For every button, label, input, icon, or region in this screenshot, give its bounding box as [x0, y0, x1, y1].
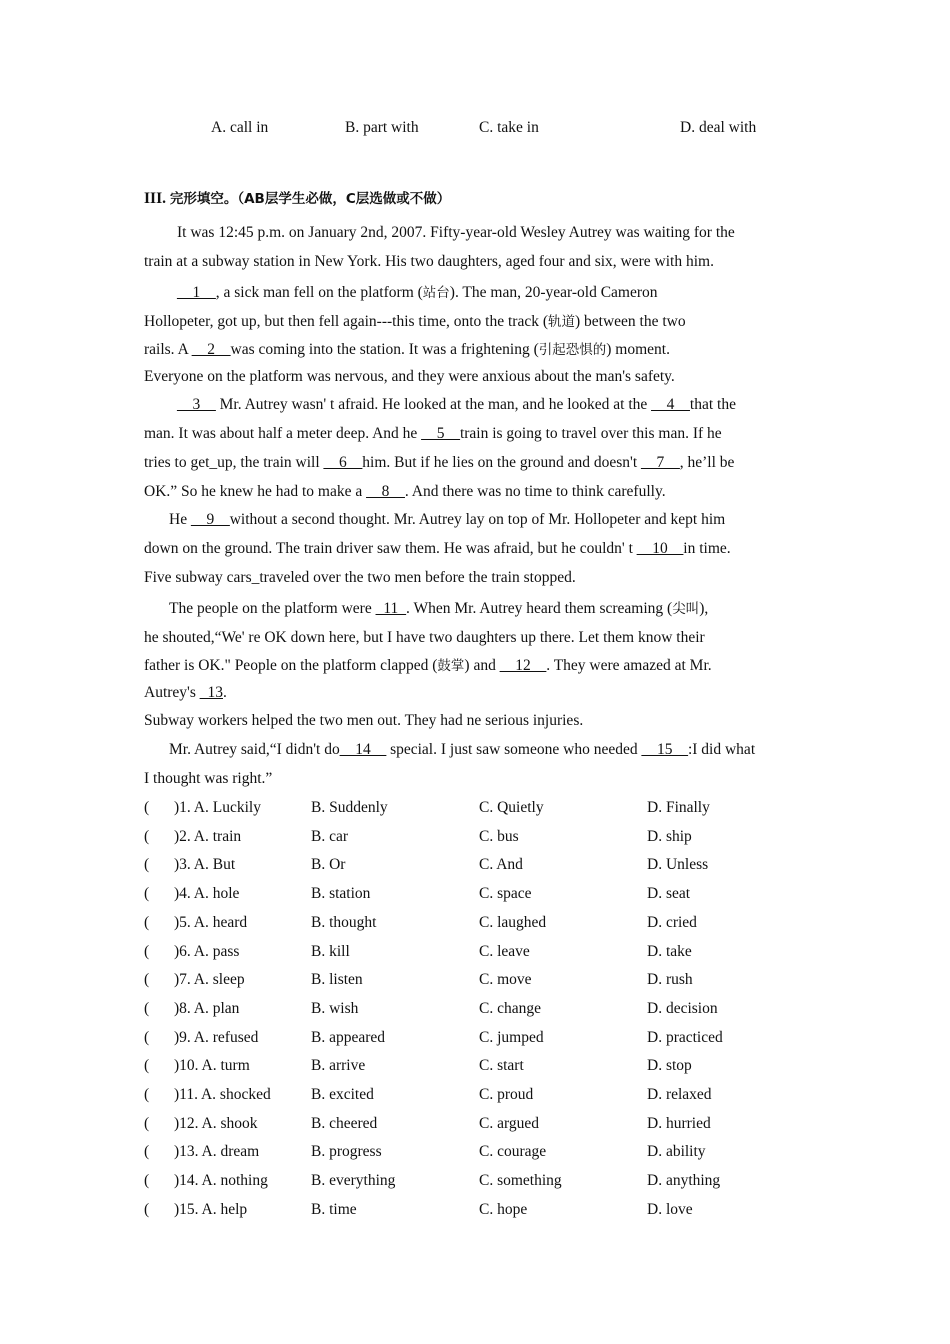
option-b: B. cheered	[311, 1114, 378, 1132]
blank-1: __1__	[177, 284, 216, 301]
passage-line	[169, 511, 725, 529]
question-row	[144, 971, 844, 991]
passage-line: he shouted,“We' re OK down here, but I have two daughters up there. Let them know their	[144, 629, 705, 646]
passage-line	[169, 600, 708, 618]
text-run: .	[223, 684, 227, 701]
blank-5: __5__	[421, 425, 460, 442]
text-run: ) moment.	[606, 341, 670, 358]
text-run: Hollopeter, got up, but then fell again---this time, onto the track (	[144, 313, 548, 330]
option-c: C. proud	[479, 1086, 534, 1103]
blank-6: __6__	[323, 454, 363, 471]
option-d: D. rush	[647, 971, 693, 989]
answer-paren: (	[144, 827, 150, 845]
cjk-gloss: 鼓掌	[437, 658, 465, 674]
passage-line	[144, 483, 666, 501]
text-run: tries to get_up, the train will	[144, 454, 324, 471]
text-run: Mr. Autrey said,“I didn't do	[169, 741, 340, 758]
option-c: C. laughed	[479, 913, 547, 931]
blank-11: _11_	[375, 600, 407, 617]
answer-paren: (	[144, 856, 150, 874]
question-row	[144, 943, 844, 963]
blank-10: __10__	[636, 540, 684, 557]
text-run: He	[169, 511, 191, 528]
passage-line	[144, 425, 722, 443]
passage-line: Subway workers helped the two men out. They had ne serious injuries.	[144, 712, 584, 729]
option-d: D. relaxed	[647, 1086, 712, 1103]
text-run: in time.	[683, 540, 731, 557]
answer-paren: (	[144, 1200, 150, 1218]
question-row	[144, 856, 844, 876]
option-c: C. jumped	[479, 1028, 544, 1046]
option-a: )14. A. nothing	[174, 1172, 268, 1190]
option-a: )8. A. plan	[174, 999, 240, 1017]
option-c: C. courage	[479, 1143, 547, 1161]
answer-paren: (	[144, 971, 150, 989]
option-d: D. ability	[647, 1143, 706, 1161]
passage-line: It was 12:45 p.m. on January 2nd, 2007. Fifty-year-old Wesley Autrey was waiting for the	[177, 224, 735, 241]
blank-3: __3__	[177, 396, 216, 413]
option-a: )6. A. pass	[174, 942, 240, 960]
blank-14: __14__	[339, 741, 387, 758]
option-b: B. excited	[311, 1086, 374, 1103]
text-run: ) between the two	[575, 313, 686, 330]
passage-line	[177, 396, 736, 414]
text-run: . They were amazed at Mr.	[546, 657, 712, 674]
answer-paren: (	[144, 885, 150, 903]
option-b: B. station	[311, 885, 371, 903]
passage-line	[144, 313, 686, 331]
text-run: ),	[699, 600, 709, 617]
question-row	[144, 1086, 844, 1106]
cjk-gloss: 尖叫	[672, 601, 700, 617]
text-run: . When Mr. Autrey heard them screaming (	[406, 600, 673, 617]
option-b: B. progress	[311, 1143, 382, 1161]
option-a: )9. A. refused	[174, 1028, 259, 1046]
option-d: D. take	[647, 942, 692, 960]
passage-line	[144, 684, 227, 702]
option-b: B. thought	[311, 913, 377, 931]
answer-paren: (	[144, 1172, 150, 1190]
text-run: special. I just saw someone who needed	[386, 741, 642, 758]
blank-9: __9__	[190, 511, 230, 528]
option-c: C. Quietly	[479, 799, 544, 816]
option-a: )2. A. train	[174, 827, 242, 845]
option-d: D. Unless	[647, 856, 709, 874]
blank-8: __8__	[366, 483, 405, 500]
passage-line: Everyone on the platform was nervous, and they were anxious about the man's safety.	[144, 368, 675, 385]
option-d: D. decision	[647, 999, 718, 1017]
blank-12: __12__	[499, 657, 547, 674]
question-row	[144, 1201, 844, 1221]
text-run: train is going to travel over this man. If he	[459, 425, 722, 442]
option-a: A. call in	[211, 119, 269, 136]
answer-paren: (	[144, 999, 150, 1017]
option-a: )12. A. shook	[174, 1114, 258, 1132]
text-run: down on the ground. The train driver saw them. He was afraid, but he couldn' t	[144, 540, 637, 557]
text-run: without a second thought. Mr. Autrey lay on top of Mr. Hollopeter and kept him	[229, 511, 726, 528]
option-b: B. wish	[311, 999, 359, 1017]
cjk-gloss: 站台	[422, 285, 450, 301]
passage-line	[169, 741, 755, 759]
option-d: D. practiced	[647, 1028, 723, 1046]
option-c: C. something	[479, 1172, 562, 1190]
option-b: B. car	[311, 827, 349, 845]
option-a: )3. A. But	[174, 856, 236, 874]
text-run: , he’ll be	[679, 454, 735, 471]
passage-line	[144, 341, 670, 359]
text-run: was coming into the station. It was a frightening (	[230, 341, 539, 358]
option-b: B. part with	[345, 119, 419, 136]
section-number: III.	[144, 190, 170, 207]
text-run: Mr. Autrey wasn' t afraid. He looked at the man, and he looked at the	[215, 396, 652, 413]
question-row	[144, 1115, 844, 1135]
answer-paren: (	[144, 913, 150, 931]
passage-line: I thought was right.”	[144, 770, 273, 787]
text-run: . And there was no time to think carefully.	[404, 483, 666, 500]
passage-line: Five subway cars_traveled over the two men before the train stopped.	[144, 569, 576, 586]
option-c: C. argued	[479, 1114, 539, 1132]
question-row	[144, 1172, 844, 1192]
text-run: that the	[689, 396, 736, 413]
option-d: D. ship	[647, 827, 692, 845]
text-run: father is OK." People on the platform clapped (	[144, 657, 438, 674]
question-row	[144, 1057, 844, 1077]
text-run: OK.” So he knew he had to make a	[144, 483, 367, 500]
option-c: C. change	[479, 999, 541, 1017]
question-row	[144, 1143, 844, 1163]
passage-line	[144, 540, 731, 558]
text-run: ). The man, 20-year-old Cameron	[449, 284, 658, 301]
passage-line	[177, 284, 658, 302]
section-heading	[144, 187, 450, 208]
blank-2: __2__	[191, 341, 231, 358]
option-a: )11. A. shocked	[174, 1086, 271, 1103]
blank-15: __15__	[641, 741, 688, 758]
answer-paren: (	[144, 799, 150, 816]
option-c: C. start	[479, 1057, 524, 1075]
blank-13: _13	[199, 684, 223, 701]
option-b: B. everything	[311, 1172, 396, 1190]
option-d: D. anything	[647, 1172, 721, 1190]
text-run: The people on the platform were	[169, 600, 376, 617]
option-b: B. time	[311, 1200, 357, 1218]
option-a: )13. A. dream	[174, 1143, 260, 1161]
section-title: 完形填空。（AB层学生必做，C层选做或不做）	[169, 191, 451, 207]
answer-paren: (	[144, 1028, 150, 1046]
option-c: C. leave	[479, 942, 530, 960]
answer-paren: (	[144, 942, 150, 960]
option-b: B. appeared	[311, 1028, 386, 1046]
option-d: D. Finally	[647, 799, 710, 816]
question-row	[144, 799, 844, 819]
text-run: man. It was about half a meter deep. And he	[144, 425, 422, 442]
question-row	[144, 1029, 844, 1049]
option-b: B. listen	[311, 971, 363, 989]
option-d: D. hurried	[647, 1114, 711, 1132]
text-run: rails. A	[144, 341, 192, 358]
option-c: C. space	[479, 885, 532, 903]
option-a: )10. A. turm	[174, 1057, 250, 1075]
text-run: :I did what	[687, 741, 756, 758]
option-b: B. Or	[311, 856, 346, 874]
option-d: D. love	[647, 1200, 693, 1218]
cjk-gloss: 引起恐惧的	[538, 342, 607, 358]
option-c: C. hope	[479, 1200, 528, 1218]
blank-4: __4__	[651, 396, 690, 413]
question-row	[144, 828, 844, 848]
option-d: D. seat	[647, 885, 691, 903]
answer-paren: (	[144, 1114, 150, 1132]
option-d: D. deal with	[680, 119, 757, 136]
text-run: ) and	[464, 657, 500, 674]
option-a: )5. A. heard	[174, 913, 248, 931]
option-c: C. bus	[479, 827, 519, 845]
question-row	[144, 885, 844, 905]
answer-paren: (	[144, 1086, 150, 1103]
answer-paren: (	[144, 1057, 150, 1075]
text-run: Autrey's	[144, 684, 200, 701]
option-b: B. kill	[311, 942, 350, 960]
option-c: C. take in	[479, 119, 539, 136]
passage-line	[144, 657, 712, 675]
answer-paren: (	[144, 1143, 150, 1161]
question-row	[144, 914, 844, 934]
option-c: C. And	[479, 856, 523, 874]
option-c: C. move	[479, 971, 532, 989]
option-d: D. stop	[647, 1057, 692, 1075]
passage-line	[144, 454, 734, 472]
cjk-gloss: 轨道	[548, 314, 575, 330]
option-b: B. Suddenly	[311, 799, 388, 816]
text-run: him. But if he lies on the ground and doesn't	[362, 454, 642, 471]
option-d: D. cried	[647, 913, 697, 931]
option-a: )15. A. help	[174, 1200, 248, 1218]
passage-line: train at a subway station in New York. His two daughters, aged four and six, were with him.	[144, 253, 714, 270]
option-a: )7. A. sleep	[174, 971, 245, 989]
question-row	[144, 1000, 844, 1020]
option-a: )1. A. Luckily	[174, 799, 261, 816]
option-b: B. arrive	[311, 1057, 366, 1075]
blank-7: __7__	[641, 454, 680, 471]
text-run: , a sick man fell on the platform (	[215, 284, 423, 301]
option-a: )4. A. hole	[174, 885, 240, 903]
